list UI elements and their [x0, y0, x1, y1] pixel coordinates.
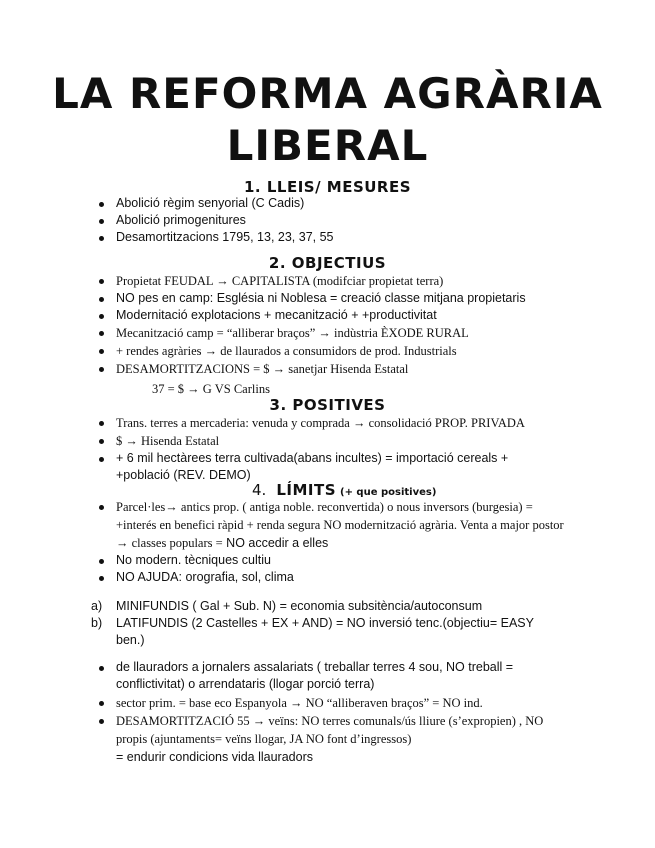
indented-note: 37 = $ → G VS Carlins	[152, 382, 270, 396]
list-lleis	[116, 195, 616, 246]
list-item: Desamortitzacions 1795, 13, 23, 37, 55	[116, 229, 616, 246]
list-item: + 6 mil hectàrees terra cultivada(abans incultes) = importació cereals + +població (REV. DEMO)	[116, 450, 561, 484]
lettered-text: MINIFUNDIS ( Gal + Sub. N) = economia subsitència/autoconsum	[116, 599, 483, 613]
title-line-1: LA REFORMA AGRÀRIA	[52, 69, 603, 118]
heading-limits-number: 4.	[252, 481, 267, 499]
list-item	[116, 498, 576, 552]
lettered-item	[91, 598, 556, 615]
list-item: Trans. terres a mercaderia: venuda y comprada → consolidació PROP. PRIVADA	[116, 414, 561, 432]
limits-item-sans: NO accedir a elles	[222, 536, 329, 550]
list-item: DESAMORTITZACIONS = $ → sanetjar Hisenda Estatal	[116, 360, 636, 378]
list-item: Propietat FEUDAL → CAPITALISTA (modifciar propietat terra)	[116, 272, 636, 290]
list-item: Mecanització camp = “alliberar braços” → indùstria ÈXODE RURAL	[116, 324, 636, 342]
lettered-text: LATIFUNDIS (2 Castelles + EX + AND) = NO inversió tenc.(objectiu= EASY ben.)	[116, 616, 534, 647]
list-limits	[116, 498, 576, 586]
heading-limits-note: (+ que positives)	[340, 487, 437, 498]
list-item: sector prim. = base eco Espanyola → NO “alliberaven braços” = NO ind.	[116, 694, 566, 712]
heading-positives: 3. POSITIVES	[269, 396, 386, 414]
list-consequences	[116, 659, 566, 766]
heading-lleis-mesures: 1. LLEIS/ MESURES	[243, 178, 412, 196]
title-line-2: LIBERAL	[226, 121, 429, 170]
list-objectius	[116, 272, 636, 378]
list-positives	[116, 414, 561, 484]
lettered-item	[91, 615, 556, 649]
list-item: Abolició primogenitures	[116, 212, 616, 229]
desamortitzacio-consequence: = endurir condicions vida llauradors	[116, 750, 313, 764]
list-item: Abolició règim senyorial (C Cadis)	[116, 195, 616, 212]
list-item: $ → Hisenda Estatal	[116, 432, 561, 450]
list-item: NO AJUDA: orografia, sol, clima	[116, 569, 576, 586]
list-item: de llauradors a jornalers assalariats ( treballar terres 4 sou, NO treball = conflictivitat) o arrendataris (llogar porció terra)	[116, 659, 566, 693]
list-item: Modernitació explotacions + mecanització + +productivitat	[116, 307, 636, 324]
list-item: No modern. tècniques cultiu	[116, 552, 576, 569]
desamortitzacio-text: DESAMORTITZACIÓ 55 → veïns: NO terres comunals/ús lliure (s’expropien) , NO propis (ajuntaments= veïns llogar, JA NO font d’ingressos)	[116, 714, 544, 746]
list-item: NO pes en camp: Església ni Noblesa = creació classe mitjana propietaris	[116, 290, 636, 307]
lettered-marker: b)	[91, 616, 103, 630]
heading-limits-title: LÍMITS	[276, 481, 336, 499]
heading-objectius: 2. OBJECTIUS	[268, 254, 387, 272]
list-item	[116, 712, 566, 766]
lettered-marker: a)	[91, 599, 103, 613]
page-title	[0, 68, 655, 172]
limits-item-serif: Parcel·les→ antics prop. ( antiga noble. reconvertida) o nous inversors (burgesia) = +interés en benefici ràpid + renda segura NO modernització agrària. Venta a major postor → classes populars =	[116, 500, 564, 550]
lettered-list	[91, 598, 556, 649]
list-item: + rendes agràries → de llaurados a consumidors de prod. Industrials	[116, 342, 636, 360]
